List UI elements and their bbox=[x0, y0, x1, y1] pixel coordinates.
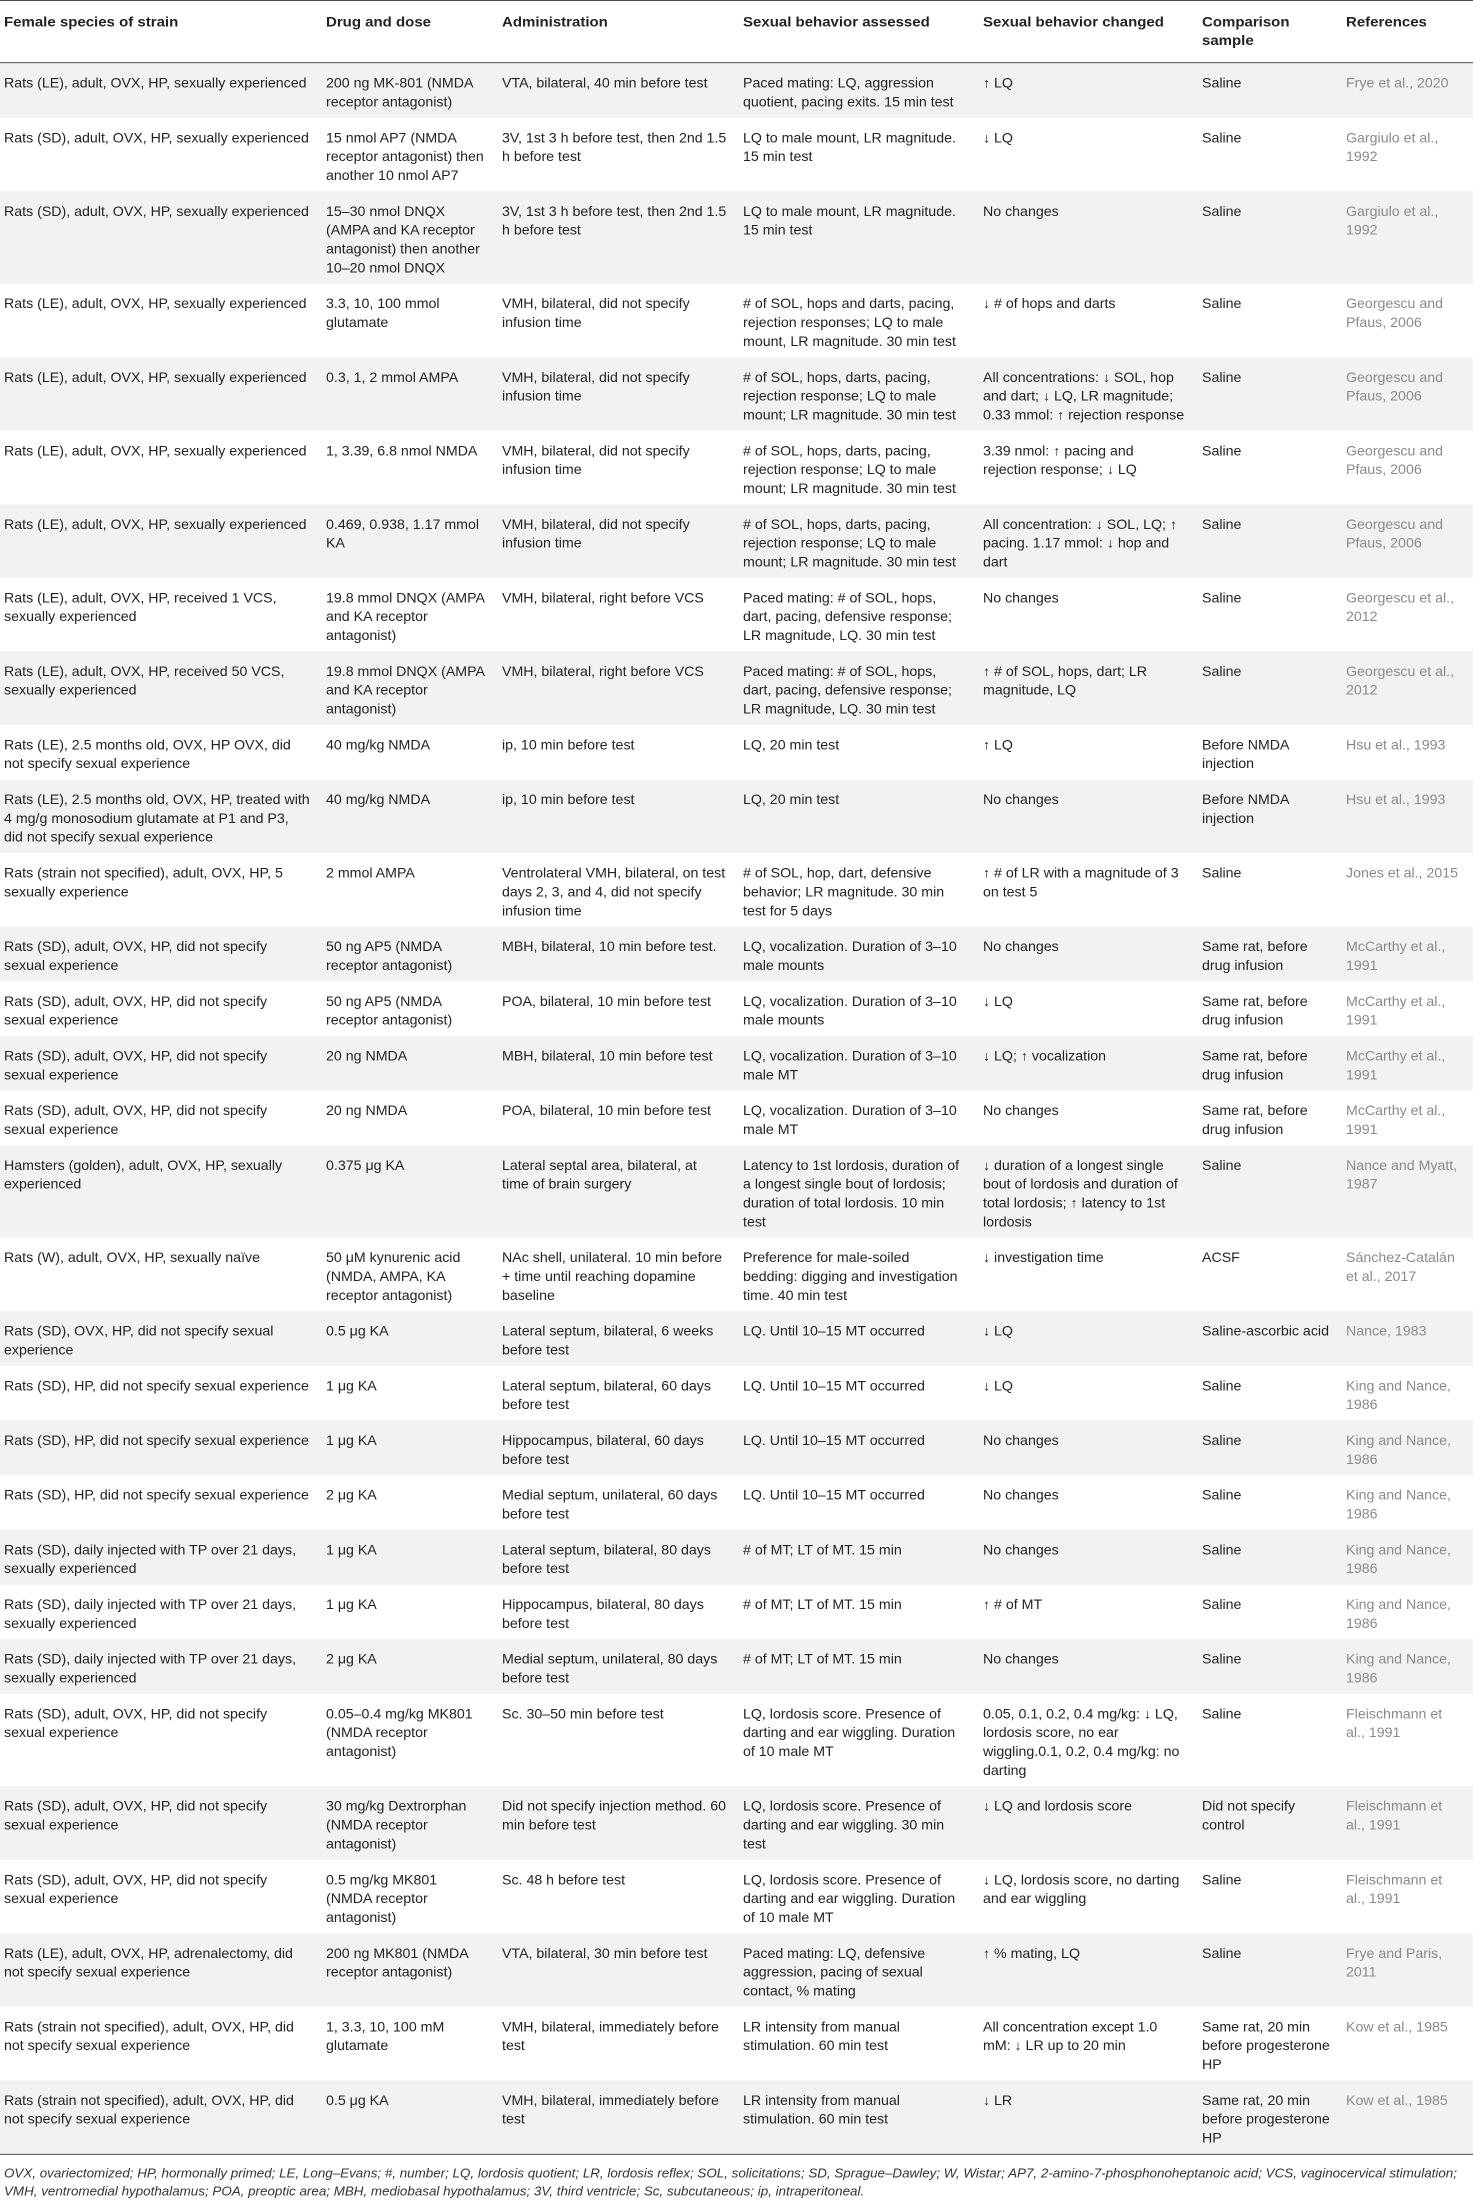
table-row bbox=[0, 2080, 1473, 2154]
cell-administration: Hippocampus, bilateral, 60 days before test bbox=[498, 1420, 739, 1475]
cell-drug-dose: 1 μg KA bbox=[322, 1420, 498, 1475]
cell-species: Rats (LE), adult, OVX, HP, adrenalectomy, did not specify sexual experience bbox=[0, 1933, 322, 2007]
table-row bbox=[0, 1311, 1473, 1366]
cell-behavior-assessed: LR intensity from manual stimulation. 60 min test bbox=[739, 2080, 979, 2154]
cell-behavior-assessed: # of SOL, hops, darts, pacing, rejection response; LQ to male mount; LR magnitude. 30 min test bbox=[739, 431, 979, 505]
cell-drug-dose: 200 ng MK801 (NMDA receptor antagonist) bbox=[322, 1933, 498, 2007]
cell-drug-dose: 1 μg KA bbox=[322, 1366, 498, 1421]
cell-comparison: Saline bbox=[1198, 853, 1342, 927]
cell-administration: Lateral septal area, bilateral, at time of brain surgery bbox=[498, 1145, 739, 1237]
cell-behavior-changed: ↑ LQ bbox=[979, 725, 1198, 780]
cell-drug-dose: 15–30 nmol DNQX (AMPA and KA receptor antagonist) then another 10–20 nmol DNQX bbox=[322, 191, 498, 283]
cell-behavior-changed: No changes bbox=[979, 578, 1198, 652]
table-row bbox=[0, 431, 1473, 505]
table-row bbox=[0, 1694, 1473, 1786]
table-row bbox=[0, 118, 1473, 192]
cell-drug-dose: 0.3, 1, 2 mmol AMPA bbox=[322, 357, 498, 431]
cell-behavior-changed: ↓ LQ bbox=[979, 981, 1198, 1036]
cell-behavior-assessed: LQ, vocalization. Duration of 3–10 male mounts bbox=[739, 981, 979, 1036]
cell-comparison: Same rat, before drug infusion bbox=[1198, 1036, 1342, 1091]
table-row bbox=[0, 853, 1473, 927]
table-row bbox=[0, 1860, 1473, 1934]
cell-administration: POA, bilateral, 10 min before test bbox=[498, 1091, 739, 1146]
cell-comparison: Before NMDA injection bbox=[1198, 725, 1342, 780]
cell-behavior-assessed: # of MT; LT of MT. 15 min bbox=[739, 1530, 979, 1585]
cell-species: Rats (LE), adult, OVX, HP, received 50 VCS, sexually experienced bbox=[0, 651, 322, 725]
cell-drug-dose: 50 μM kynurenic acid (NMDA, AMPA, KA receptor antagonist) bbox=[322, 1238, 498, 1312]
cell-reference: McCarthy et al., 1991 bbox=[1342, 1036, 1473, 1091]
cell-comparison: Saline bbox=[1198, 1366, 1342, 1421]
cell-behavior-changed: No changes bbox=[979, 1530, 1198, 1585]
cell-drug-dose: 50 ng AP5 (NMDA receptor antagonist) bbox=[322, 927, 498, 982]
cell-reference: King and Nance, 1986 bbox=[1342, 1530, 1473, 1585]
cell-administration: NAc shell, unilateral. 10 min before + time until reaching dopamine baseline bbox=[498, 1238, 739, 1312]
cell-administration: Lateral septum, bilateral, 6 weeks before test bbox=[498, 1311, 739, 1366]
table-row bbox=[0, 191, 1473, 283]
cell-drug-dose: 1, 3.39, 6.8 nmol NMDA bbox=[322, 431, 498, 505]
cell-species: Rats (SD), adult, OVX, HP, did not specify sexual experience bbox=[0, 927, 322, 982]
cell-drug-dose: 2 μg KA bbox=[322, 1639, 498, 1694]
cell-comparison: Saline bbox=[1198, 1933, 1342, 2007]
cell-species: Rats (SD), adult, OVX, HP, sexually experienced bbox=[0, 118, 322, 192]
cell-comparison: Same rat, before drug infusion bbox=[1198, 927, 1342, 982]
cell-drug-dose: 200 ng MK-801 (NMDA receptor antagonist) bbox=[322, 63, 498, 118]
table-row bbox=[0, 2007, 1473, 2081]
cell-behavior-assessed: # of MT; LT of MT. 15 min bbox=[739, 1639, 979, 1694]
cell-reference: King and Nance, 1986 bbox=[1342, 1366, 1473, 1421]
cell-comparison: Saline bbox=[1198, 1639, 1342, 1694]
cell-comparison: Saline bbox=[1198, 1145, 1342, 1237]
cell-comparison: Saline bbox=[1198, 1860, 1342, 1934]
table-row bbox=[0, 981, 1473, 1036]
cell-behavior-changed: No changes bbox=[979, 191, 1198, 283]
cell-reference: Georgescu and Pfaus, 2006 bbox=[1342, 431, 1473, 505]
cell-behavior-assessed: # of SOL, hop, dart, defensive behavior; LR magnitude. 30 min test for 5 days bbox=[739, 853, 979, 927]
table-row bbox=[0, 651, 1473, 725]
cell-reference: Frye et al., 2020 bbox=[1342, 63, 1473, 118]
cell-reference: McCarthy et al., 1991 bbox=[1342, 1091, 1473, 1146]
cell-drug-dose: 0.375 μg KA bbox=[322, 1145, 498, 1237]
header-row bbox=[0, 0, 1473, 62]
cell-comparison: Saline bbox=[1198, 578, 1342, 652]
cell-administration: Hippocampus, bilateral, 80 days before test bbox=[498, 1585, 739, 1640]
cell-reference: Sánchez-Catalán et al., 2017 bbox=[1342, 1238, 1473, 1312]
cell-species: Rats (SD), adult, OVX, HP, sexually experienced bbox=[0, 191, 322, 283]
cell-behavior-changed: ↑ # of MT bbox=[979, 1585, 1198, 1640]
cell-reference: Jones et al., 2015 bbox=[1342, 853, 1473, 927]
cell-drug-dose: 0.469, 0.938, 1.17 mmol KA bbox=[322, 504, 498, 578]
cell-drug-dose: 0.5 μg KA bbox=[322, 1311, 498, 1366]
cell-behavior-assessed: LQ to male mount, LR magnitude. 15 min test bbox=[739, 191, 979, 283]
header-behavior-changed: Sexual behavior changed bbox=[979, 0, 1198, 62]
cell-behavior-assessed: Preference for male-soiled bedding: digging and investigation time. 40 min test bbox=[739, 1238, 979, 1312]
cell-reference: Georgescu and Pfaus, 2006 bbox=[1342, 504, 1473, 578]
cell-drug-dose: 2 μg KA bbox=[322, 1475, 498, 1530]
cell-administration: POA, bilateral, 10 min before test bbox=[498, 981, 739, 1036]
cell-comparison: Saline bbox=[1198, 63, 1342, 118]
cell-behavior-assessed: # of MT; LT of MT. 15 min bbox=[739, 1585, 979, 1640]
cell-behavior-changed: ↓ LQ and lordosis score bbox=[979, 1786, 1198, 1860]
cell-behavior-assessed: LQ. Until 10–15 MT occurred bbox=[739, 1311, 979, 1366]
cell-behavior-assessed: Paced mating: # of SOL, hops, dart, pacing, defensive response; LR magnitude, LQ. 30 min test bbox=[739, 578, 979, 652]
cell-administration: VTA, bilateral, 30 min before test bbox=[498, 1933, 739, 2007]
table-row bbox=[0, 1585, 1473, 1640]
cell-administration: 3V, 1st 3 h before test, then 2nd 1.5 h before test bbox=[498, 191, 739, 283]
cell-drug-dose: 19.8 mmol DNQX (AMPA and KA receptor antagonist) bbox=[322, 651, 498, 725]
cell-behavior-changed: ↓ LQ bbox=[979, 1366, 1198, 1421]
cell-reference: Fleischmann et al., 1991 bbox=[1342, 1860, 1473, 1934]
cell-behavior-changed: 0.05, 0.1, 0.2, 0.4 mg/kg: ↓ LQ, lordosis score, no ear wiggling.0.1, 0.2, 0.4 mg/kg: no darting bbox=[979, 1694, 1198, 1786]
cell-comparison: Saline bbox=[1198, 431, 1342, 505]
cell-reference: Nance, 1983 bbox=[1342, 1311, 1473, 1366]
cell-species: Rats (strain not specified), adult, OVX, HP, did not specify sexual experience bbox=[0, 2007, 322, 2081]
cell-behavior-changed: All concentration: ↓ SOL, LQ; ↑ pacing. 1.17 mmol: ↓ hop and dart bbox=[979, 504, 1198, 578]
cell-drug-dose: 15 nmol AP7 (NMDA receptor antagonist) then another 10 nmol AP7 bbox=[322, 118, 498, 192]
table-header bbox=[0, 0, 1473, 62]
cell-species: Rats (SD), adult, OVX, HP, did not specify sexual experience bbox=[0, 981, 322, 1036]
cell-administration: Sc. 30–50 min before test bbox=[498, 1694, 739, 1786]
cell-reference: McCarthy et al., 1991 bbox=[1342, 981, 1473, 1036]
header-comparison: Comparison sample bbox=[1198, 0, 1342, 62]
table-row bbox=[0, 1786, 1473, 1860]
cell-comparison: Saline bbox=[1198, 118, 1342, 192]
table-row bbox=[0, 578, 1473, 652]
cell-administration: VMH, bilateral, did not specify infusion time bbox=[498, 284, 739, 358]
cell-comparison: Same rat, 20 min before progesterone HP bbox=[1198, 2080, 1342, 2154]
header-behavior-assessed: Sexual behavior assessed bbox=[739, 0, 979, 62]
cell-species: Rats (W), adult, OVX, HP, sexually naïve bbox=[0, 1238, 322, 1312]
table-row bbox=[0, 1639, 1473, 1694]
cell-comparison: Same rat, 20 min before progesterone HP bbox=[1198, 2007, 1342, 2081]
table-row bbox=[0, 1530, 1473, 1585]
table-row bbox=[0, 1420, 1473, 1475]
cell-administration: VTA, bilateral, 40 min before test bbox=[498, 63, 739, 118]
cell-behavior-assessed: LQ, vocalization. Duration of 3–10 male mounts bbox=[739, 927, 979, 982]
cell-behavior-assessed: Paced mating: LQ, aggression quotient, pacing exits. 15 min test bbox=[739, 63, 979, 118]
cell-behavior-assessed: LQ, vocalization. Duration of 3–10 male MT bbox=[739, 1036, 979, 1091]
cell-administration: VMH, bilateral, immediately before test bbox=[498, 2080, 739, 2154]
cell-administration: ip, 10 min before test bbox=[498, 725, 739, 780]
cell-species: Rats (SD), HP, did not specify sexual experience bbox=[0, 1475, 322, 1530]
cell-behavior-assessed: LQ to male mount, LR magnitude. 15 min test bbox=[739, 118, 979, 192]
cell-species: Rats (LE), adult, OVX, HP, sexually experienced bbox=[0, 431, 322, 505]
cell-reference: King and Nance, 1986 bbox=[1342, 1639, 1473, 1694]
cell-reference: McCarthy et al., 1991 bbox=[1342, 927, 1473, 982]
cell-species: Rats (LE), adult, OVX, HP, received 1 VCS, sexually experienced bbox=[0, 578, 322, 652]
table-row bbox=[0, 1036, 1473, 1091]
cell-reference: Kow et al., 1985 bbox=[1342, 2007, 1473, 2081]
cell-species: Rats (SD), adult, OVX, HP, did not specify sexual experience bbox=[0, 1091, 322, 1146]
cell-behavior-changed: All concentration except 1.0 mM: ↓ LR up to 20 min bbox=[979, 2007, 1198, 2081]
cell-species: Hamsters (golden), adult, OVX, HP, sexually experienced bbox=[0, 1145, 322, 1237]
cell-drug-dose: 3.3, 10, 100 mmol glutamate bbox=[322, 284, 498, 358]
cell-behavior-changed: ↓ LR bbox=[979, 2080, 1198, 2154]
cell-reference: King and Nance, 1986 bbox=[1342, 1475, 1473, 1530]
table-row bbox=[0, 1475, 1473, 1530]
cell-behavior-assessed: # of SOL, hops and darts, pacing, rejection responses; LQ to male mount, LR magnitude. 30 min test bbox=[739, 284, 979, 358]
cell-behavior-changed: ↓ LQ bbox=[979, 1311, 1198, 1366]
cell-reference: Gargiulo et al., 1992 bbox=[1342, 191, 1473, 283]
cell-drug-dose: 2 mmol AMPA bbox=[322, 853, 498, 927]
cell-behavior-assessed: LQ, 20 min test bbox=[739, 780, 979, 854]
cell-species: Rats (LE), 2.5 months old, OVX, HP, treated with 4 mg/g monosodium glutamate at P1 and P3, did not specify sexual experience bbox=[0, 780, 322, 854]
cell-comparison: Saline-ascorbic acid bbox=[1198, 1311, 1342, 1366]
cell-administration: 3V, 1st 3 h before test, then 2nd 1.5 h before test bbox=[498, 118, 739, 192]
cell-behavior-changed: ↓ # of hops and darts bbox=[979, 284, 1198, 358]
cell-species: Rats (SD), OVX, HP, did not specify sexual experience bbox=[0, 1311, 322, 1366]
cell-administration: Medial septum, unilateral, 80 days before test bbox=[498, 1639, 739, 1694]
cell-reference: Georgescu and Pfaus, 2006 bbox=[1342, 357, 1473, 431]
table-row bbox=[0, 1933, 1473, 2007]
cell-behavior-changed: ↓ LQ bbox=[979, 118, 1198, 192]
cell-species: Rats (SD), adult, OVX, HP, did not specify sexual experience bbox=[0, 1694, 322, 1786]
cell-administration: Lateral septum, bilateral, 80 days before test bbox=[498, 1530, 739, 1585]
cell-behavior-changed: No changes bbox=[979, 780, 1198, 854]
cell-drug-dose: 0.5 mg/kg MK801 (NMDA receptor antagonist) bbox=[322, 1860, 498, 1934]
cell-behavior-assessed: LQ, 20 min test bbox=[739, 725, 979, 780]
cell-comparison: Before NMDA injection bbox=[1198, 780, 1342, 854]
table-row bbox=[0, 927, 1473, 982]
cell-comparison: Saline bbox=[1198, 1475, 1342, 1530]
table-row bbox=[0, 1238, 1473, 1312]
cell-drug-dose: 0.05–0.4 mg/kg MK801 (NMDA receptor antagonist) bbox=[322, 1694, 498, 1786]
cell-reference: Georgescu and Pfaus, 2006 bbox=[1342, 284, 1473, 358]
header-drug-dose: Drug and dose bbox=[322, 0, 498, 62]
table-row bbox=[0, 284, 1473, 358]
table-row bbox=[0, 63, 1473, 118]
cell-reference: Kow et al., 1985 bbox=[1342, 2080, 1473, 2154]
cell-species: Rats (SD), adult, OVX, HP, did not specify sexual experience bbox=[0, 1036, 322, 1091]
cell-behavior-assessed: Latency to 1st lordosis, duration of a longest single bout of lordosis; duration of total lordosis. 10 min test bbox=[739, 1145, 979, 1237]
cell-behavior-assessed: # of SOL, hops, darts, pacing, rejection response; LQ to male mount; LR magnitude. 30 min test bbox=[739, 504, 979, 578]
cell-comparison: Same rat, before drug infusion bbox=[1198, 981, 1342, 1036]
cell-species: Rats (SD), daily injected with TP over 21 days, sexually experienced bbox=[0, 1530, 322, 1585]
cell-behavior-assessed: LQ, lordosis score. Presence of darting and ear wiggling. Duration of 10 male MT bbox=[739, 1694, 979, 1786]
cell-species: Rats (SD), HP, did not specify sexual experience bbox=[0, 1420, 322, 1475]
cell-reference: Georgescu et al., 2012 bbox=[1342, 651, 1473, 725]
cell-behavior-changed: No changes bbox=[979, 1639, 1198, 1694]
table-row bbox=[0, 780, 1473, 854]
cell-behavior-changed: ↓ LQ; ↑ vocalization bbox=[979, 1036, 1198, 1091]
cell-species: Rats (strain not specified), adult, OVX, HP, 5 sexually experience bbox=[0, 853, 322, 927]
cell-administration: VMH, bilateral, did not specify infusion time bbox=[498, 431, 739, 505]
cell-drug-dose: 30 mg/kg Dextrorphan (NMDA receptor antagonist) bbox=[322, 1786, 498, 1860]
table-row bbox=[0, 1366, 1473, 1421]
cell-species: Rats (SD), HP, did not specify sexual experience bbox=[0, 1366, 322, 1421]
cell-behavior-changed: ↑ # of LR with a magnitude of 3 on test 5 bbox=[979, 853, 1198, 927]
cell-comparison: Saline bbox=[1198, 1420, 1342, 1475]
table-row bbox=[0, 504, 1473, 578]
cell-behavior-assessed: LQ, vocalization. Duration of 3–10 male MT bbox=[739, 1091, 979, 1146]
header-references: References bbox=[1342, 0, 1473, 62]
cell-behavior-changed: ↓ investigation time bbox=[979, 1238, 1198, 1312]
cell-administration: VMH, bilateral, did not specify infusion time bbox=[498, 357, 739, 431]
cell-reference: Hsu et al., 1993 bbox=[1342, 780, 1473, 854]
cell-behavior-changed: No changes bbox=[979, 1475, 1198, 1530]
cell-administration: VMH, bilateral, immediately before test bbox=[498, 2007, 739, 2081]
cell-behavior-changed: All concentrations: ↓ SOL, hop and dart; ↓ LQ, LR magnitude; 0.33 mmol: ↑ rejection response bbox=[979, 357, 1198, 431]
cell-drug-dose: 0.5 μg KA bbox=[322, 2080, 498, 2154]
cell-behavior-changed: ↓ LQ, lordosis score, no darting and ear wiggling bbox=[979, 1860, 1198, 1934]
cell-administration: ip, 10 min before test bbox=[498, 780, 739, 854]
cell-comparison: ACSF bbox=[1198, 1238, 1342, 1312]
cell-species: Rats (SD), daily injected with TP over 21 days, sexually experienced bbox=[0, 1585, 322, 1640]
cell-behavior-assessed: LQ. Until 10–15 MT occurred bbox=[739, 1475, 979, 1530]
header-species: Female species of strain bbox=[0, 0, 322, 62]
cell-behavior-changed: ↑ LQ bbox=[979, 63, 1198, 118]
cell-species: Rats (LE), adult, OVX, HP, sexually experienced bbox=[0, 63, 322, 118]
cell-behavior-assessed: Paced mating: LQ, defensive aggression, pacing of sexual contact, % mating bbox=[739, 1933, 979, 2007]
cell-behavior-assessed: Paced mating: # of SOL, hops, dart, pacing, defensive response; LR magnitude, LQ. 30 min test bbox=[739, 651, 979, 725]
cell-drug-dose: 40 mg/kg NMDA bbox=[322, 780, 498, 854]
cell-drug-dose: 20 ng NMDA bbox=[322, 1036, 498, 1091]
table-row bbox=[0, 725, 1473, 780]
cell-comparison: Saline bbox=[1198, 504, 1342, 578]
cell-administration: MBH, bilateral, 10 min before test. bbox=[498, 927, 739, 982]
cell-species: Rats (strain not specified), adult, OVX, HP, did not specify sexual experience bbox=[0, 2080, 322, 2154]
cell-administration: VMH, bilateral, right before VCS bbox=[498, 578, 739, 652]
cell-behavior-changed: ↑ % mating, LQ bbox=[979, 1933, 1198, 2007]
cell-species: Rats (LE), adult, OVX, HP, sexually experienced bbox=[0, 284, 322, 358]
cell-comparison: Same rat, before drug infusion bbox=[1198, 1091, 1342, 1146]
cell-comparison: Saline bbox=[1198, 651, 1342, 725]
cell-behavior-changed: No changes bbox=[979, 927, 1198, 982]
cell-drug-dose: 1 μg KA bbox=[322, 1585, 498, 1640]
cell-species: Rats (LE), 2.5 months old, OVX, HP OVX, did not specify sexual experience bbox=[0, 725, 322, 780]
cell-behavior-changed: ↓ duration of a longest single bout of lordosis and duration of total lordosis; ↑ latency to 1st lordosis bbox=[979, 1145, 1198, 1237]
cell-drug-dose: 20 ng NMDA bbox=[322, 1091, 498, 1146]
cell-comparison: Saline bbox=[1198, 284, 1342, 358]
table-body bbox=[0, 63, 1473, 2155]
cell-behavior-assessed: LR intensity from manual stimulation. 60 min test bbox=[739, 2007, 979, 2081]
cell-comparison: Saline bbox=[1198, 1530, 1342, 1585]
table-row bbox=[0, 1145, 1473, 1237]
cell-behavior-assessed: LQ. Until 10–15 MT occurred bbox=[739, 1366, 979, 1421]
cell-species: Rats (SD), adult, OVX, HP, did not specify sexual experience bbox=[0, 1786, 322, 1860]
cell-behavior-changed: ↑ # of SOL, hops, dart; LR magnitude, LQ bbox=[979, 651, 1198, 725]
cell-reference: Fleischmann et al., 1991 bbox=[1342, 1694, 1473, 1786]
cell-drug-dose: 1 μg KA bbox=[322, 1530, 498, 1585]
cell-comparison: Saline bbox=[1198, 357, 1342, 431]
cell-administration: Medial septum, unilateral, 60 days before test bbox=[498, 1475, 739, 1530]
cell-reference: Fleischmann et al., 1991 bbox=[1342, 1786, 1473, 1860]
cell-reference: King and Nance, 1986 bbox=[1342, 1420, 1473, 1475]
cell-species: Rats (LE), adult, OVX, HP, sexually experienced bbox=[0, 504, 322, 578]
cell-species: Rats (SD), adult, OVX, HP, did not specify sexual experience bbox=[0, 1860, 322, 1934]
cell-reference: Hsu et al., 1993 bbox=[1342, 725, 1473, 780]
cell-behavior-assessed: # of SOL, hops, darts, pacing, rejection response; LQ to male mount; LR magnitude. 30 min test bbox=[739, 357, 979, 431]
table-row bbox=[0, 357, 1473, 431]
cell-behavior-changed: No changes bbox=[979, 1420, 1198, 1475]
cell-comparison: Did not specify control bbox=[1198, 1786, 1342, 1860]
table-row bbox=[0, 1091, 1473, 1146]
table-footnote: OVX, ovariectomized; HP, hormonally primed; LE, Long–Evans; #, number; LQ, lordosis quotient; LR, lordosis reflex; SOL, solicitations; SD, Sprague–Dawley; W, Wistar; AP7, 2-amino-7-phosphonoheptanoic acid; VCS, vaginocervical stimulation; VMH, ventromedial hypothalamus; POA, preoptic area; MBH, mediobasal hypothalamus; 3V, third ventricle; Sc, subcutaneous; ip, intraperitoneal. bbox=[4, 2166, 1457, 2199]
cell-drug-dose: 50 ng AP5 (NMDA receptor antagonist) bbox=[322, 981, 498, 1036]
cell-reference: Gargiulo et al., 1992 bbox=[1342, 118, 1473, 192]
cell-drug-dose: 40 mg/kg NMDA bbox=[322, 725, 498, 780]
cell-behavior-changed: 3.39 nmol: ↑ pacing and rejection response; ↓ LQ bbox=[979, 431, 1198, 505]
cell-behavior-assessed: LQ. Until 10–15 MT occurred bbox=[739, 1420, 979, 1475]
cell-administration: Did not specify injection method. 60 min before test bbox=[498, 1786, 739, 1860]
cell-administration: Sc. 48 h before test bbox=[498, 1860, 739, 1934]
cell-behavior-assessed: LQ, lordosis score. Presence of darting and ear wiggling. 30 min test bbox=[739, 1786, 979, 1860]
cell-reference: Georgescu et al., 2012 bbox=[1342, 578, 1473, 652]
cell-drug-dose: 19.8 mmol DNQX (AMPA and KA receptor antagonist) bbox=[322, 578, 498, 652]
cell-reference: King and Nance, 1986 bbox=[1342, 1585, 1473, 1640]
cell-comparison: Saline bbox=[1198, 1585, 1342, 1640]
cell-behavior-assessed: LQ, lordosis score. Presence of darting and ear wiggling. Duration of 10 male MT bbox=[739, 1860, 979, 1934]
cell-comparison: Saline bbox=[1198, 191, 1342, 283]
cell-species: Rats (LE), adult, OVX, HP, sexually experienced bbox=[0, 357, 322, 431]
cell-administration: Ventrolateral VMH, bilateral, on test days 2, 3, and 4, did not specify infusion time bbox=[498, 853, 739, 927]
cell-administration: VMH, bilateral, did not specify infusion time bbox=[498, 504, 739, 578]
cell-drug-dose: 1, 3.3, 10, 100 mM glutamate bbox=[322, 2007, 498, 2081]
cell-reference: Frye and Paris, 2011 bbox=[1342, 1933, 1473, 2007]
cell-species: Rats (SD), daily injected with TP over 21 days, sexually experienced bbox=[0, 1639, 322, 1694]
cell-reference: Nance and Myatt, 1987 bbox=[1342, 1145, 1473, 1237]
cell-administration: Lateral septum, bilateral, 60 days before test bbox=[498, 1366, 739, 1421]
cell-comparison: Saline bbox=[1198, 1694, 1342, 1786]
cell-behavior-changed: No changes bbox=[979, 1091, 1198, 1146]
header-administration: Administration bbox=[498, 0, 739, 62]
cell-administration: MBH, bilateral, 10 min before test bbox=[498, 1036, 739, 1091]
cell-administration: VMH, bilateral, right before VCS bbox=[498, 651, 739, 725]
